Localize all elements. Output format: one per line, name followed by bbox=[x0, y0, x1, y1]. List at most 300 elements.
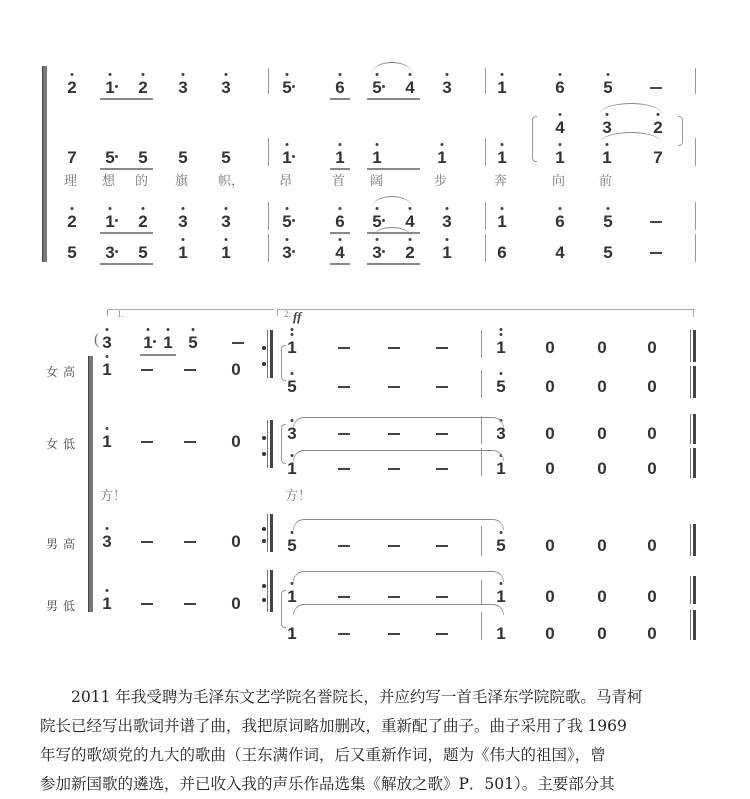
note-6: 6 bbox=[550, 212, 570, 232]
octave-dot-icon bbox=[182, 207, 185, 210]
note-3: 3 bbox=[97, 532, 117, 552]
octave-dot-icon bbox=[182, 73, 185, 76]
note-0: 0 bbox=[545, 624, 555, 643]
final-barline bbox=[690, 366, 696, 398]
divisi-bracket bbox=[281, 590, 286, 628]
note-7: 7 bbox=[67, 148, 77, 167]
octave-dot-icon bbox=[225, 238, 228, 241]
octave-dot-icon bbox=[559, 207, 562, 210]
final-barline bbox=[690, 610, 696, 640]
octave-dot-icon bbox=[106, 527, 109, 530]
octave-dot-icon bbox=[607, 73, 610, 76]
note-1: 1 bbox=[97, 432, 117, 452]
barline bbox=[481, 416, 482, 444]
note-1: 1 bbox=[173, 243, 193, 263]
note-1: 1 bbox=[287, 624, 297, 643]
octave-dot-icon bbox=[500, 372, 503, 375]
slur-arc bbox=[372, 62, 412, 73]
divisi-bracket bbox=[678, 116, 683, 146]
note-3: 3 bbox=[597, 118, 617, 138]
dash-sustain bbox=[650, 221, 662, 223]
slur-arc bbox=[600, 103, 662, 114]
octave-dot-icon bbox=[106, 427, 109, 430]
final-barline bbox=[690, 524, 696, 556]
octave-dot-icon bbox=[376, 143, 379, 146]
note-5: 5 bbox=[178, 148, 188, 167]
note-1: 1 bbox=[437, 243, 457, 263]
final-barline bbox=[690, 448, 696, 478]
augmentation-dot-icon bbox=[382, 250, 385, 253]
underline-beam bbox=[330, 263, 350, 265]
note-0: 0 bbox=[647, 338, 657, 357]
augmentation-dot-icon bbox=[292, 85, 295, 88]
underline-beam bbox=[367, 168, 420, 170]
dash-sustain bbox=[338, 468, 350, 470]
note-3: 3 bbox=[437, 212, 457, 232]
octave-dot-icon bbox=[446, 238, 449, 241]
note-1: 1 bbox=[496, 624, 506, 643]
paragraph-line-1: 2011 年我受聘为毛泽东文艺学院名誉院长，并应约写一首毛泽东学院院歌。马青柯 bbox=[40, 688, 643, 706]
note-5: 5 bbox=[603, 243, 613, 262]
note-0: 0 bbox=[597, 424, 607, 443]
note-2: 2 bbox=[62, 78, 82, 98]
augmentation-dot-icon bbox=[153, 340, 156, 343]
dash-sustain bbox=[388, 386, 400, 388]
octave-dot-icon bbox=[71, 73, 74, 76]
barline bbox=[268, 68, 269, 94]
dash-sustain bbox=[338, 545, 350, 547]
underline-beam bbox=[140, 354, 176, 356]
octave-dot-icon bbox=[225, 207, 228, 210]
octave-dot-icon bbox=[500, 328, 503, 331]
note-5: 5 bbox=[598, 212, 618, 232]
lyric-char: 的 bbox=[135, 174, 149, 189]
note-0: 0 bbox=[647, 377, 657, 396]
note-2: 2 bbox=[133, 212, 153, 232]
octave-dot-icon bbox=[182, 238, 185, 241]
augmentation-dot-icon bbox=[115, 85, 118, 88]
note-0: 0 bbox=[647, 536, 657, 555]
octave-dot-icon bbox=[106, 355, 109, 358]
tie-line bbox=[293, 450, 504, 461]
note-0: 0 bbox=[231, 532, 241, 551]
augmentation-dot-icon bbox=[382, 85, 385, 88]
dash-sustain bbox=[338, 433, 350, 435]
divisi-bracket bbox=[281, 345, 286, 381]
note-3: 3 bbox=[97, 333, 117, 353]
note-1: 1 bbox=[330, 148, 350, 168]
note-5: 5 bbox=[491, 377, 511, 397]
octave-dot-icon bbox=[71, 207, 74, 210]
octave-dot-icon bbox=[192, 328, 195, 331]
note-0: 0 bbox=[647, 424, 657, 443]
underline-beam bbox=[367, 98, 420, 100]
note-5: 5 bbox=[367, 212, 387, 232]
note-1: 1 bbox=[597, 148, 617, 168]
dash-sustain bbox=[184, 603, 196, 605]
lyric-char: 方！ bbox=[285, 489, 312, 504]
paragraph-line-3: 年写的歌颂党的九大的歌曲（王东满作词，后又重新作词，题为《伟大的祖国》，曾 bbox=[40, 746, 606, 764]
dash-sustain bbox=[388, 633, 400, 635]
note-1: 1 bbox=[432, 148, 452, 168]
lyric-char: 首 bbox=[332, 174, 346, 189]
lyric-char: 前 bbox=[599, 174, 613, 189]
octave-dot-icon bbox=[286, 143, 289, 146]
part-label: 女低 bbox=[46, 437, 81, 451]
note-6: 6 bbox=[497, 243, 507, 262]
underline-beam bbox=[330, 98, 350, 100]
note-0: 0 bbox=[597, 536, 607, 555]
repeat-dot-icon bbox=[262, 598, 266, 602]
note-3: 3 bbox=[367, 243, 387, 263]
octave-dot-icon bbox=[286, 207, 289, 210]
tie-line bbox=[293, 417, 504, 428]
barline bbox=[268, 138, 269, 166]
dash-sustain bbox=[141, 603, 153, 605]
note-1: 1 bbox=[97, 360, 117, 380]
note-5: 5 bbox=[282, 377, 302, 397]
underline-beam bbox=[100, 232, 153, 234]
note-0: 0 bbox=[545, 536, 555, 555]
octave-dot-icon bbox=[409, 73, 412, 76]
note-3: 3 bbox=[216, 78, 236, 98]
dash-sustain bbox=[650, 252, 662, 254]
augmentation-dot-icon bbox=[115, 219, 118, 222]
note-5: 5 bbox=[100, 148, 120, 168]
octave-dot-icon bbox=[446, 73, 449, 76]
note-4: 4 bbox=[400, 78, 420, 98]
lyric-char: 向 bbox=[552, 174, 566, 189]
note-0: 0 bbox=[545, 424, 555, 443]
note-6: 6 bbox=[330, 78, 350, 98]
note-1: 1 bbox=[367, 148, 387, 168]
note-1: 1 bbox=[97, 594, 117, 614]
octave-dot-icon bbox=[109, 207, 112, 210]
volta-end-hook bbox=[693, 309, 694, 317]
underline-beam bbox=[100, 263, 153, 265]
underline-beam bbox=[100, 98, 153, 100]
note-0: 0 bbox=[647, 624, 657, 643]
note-4: 4 bbox=[550, 118, 570, 138]
octave-dot-icon bbox=[147, 328, 150, 331]
note-5: 5 bbox=[277, 212, 297, 232]
note-1: 1 bbox=[158, 333, 178, 353]
octave-dot-icon bbox=[409, 238, 412, 241]
note-1: 1 bbox=[216, 243, 236, 263]
lyric-char: 阔 bbox=[370, 174, 384, 189]
octave-dot-icon bbox=[559, 143, 562, 146]
dash-sustain bbox=[184, 541, 196, 543]
barline bbox=[485, 234, 486, 262]
note-5: 5 bbox=[282, 536, 302, 556]
final-barline bbox=[267, 420, 273, 468]
lyric-char: 奔 bbox=[494, 174, 508, 189]
open-paren: ( bbox=[94, 331, 100, 348]
note-1: 1 bbox=[100, 212, 120, 232]
octave-dot-icon bbox=[291, 372, 294, 375]
barline bbox=[481, 526, 482, 556]
final-barline bbox=[267, 570, 273, 612]
octave-dot-icon bbox=[441, 143, 444, 146]
dash-sustain bbox=[436, 596, 448, 598]
note-6: 6 bbox=[330, 212, 350, 232]
barline bbox=[481, 580, 482, 604]
note-3: 3 bbox=[437, 78, 457, 98]
note-0: 0 bbox=[597, 587, 607, 606]
system-bracket bbox=[88, 356, 93, 612]
note-6: 6 bbox=[550, 78, 570, 98]
dash-sustain bbox=[338, 633, 350, 635]
slur-arc bbox=[372, 196, 412, 207]
dash-sustain bbox=[650, 87, 662, 89]
note-5: 5 bbox=[221, 148, 231, 167]
note-5: 5 bbox=[138, 148, 148, 167]
underline-beam bbox=[330, 168, 350, 170]
octave-dot-icon bbox=[501, 207, 504, 210]
system-bracket bbox=[42, 66, 47, 262]
note-0: 0 bbox=[231, 432, 241, 451]
dash-sustain bbox=[388, 545, 400, 547]
octave-dot-icon bbox=[109, 73, 112, 76]
barline bbox=[485, 202, 486, 230]
dash-sustain bbox=[232, 342, 244, 344]
augmentation-dot-icon bbox=[115, 250, 118, 253]
dash-sustain bbox=[436, 545, 448, 547]
note-3: 3 bbox=[173, 212, 193, 232]
final-barline bbox=[690, 576, 696, 604]
repeat-dot-icon bbox=[262, 346, 266, 350]
note-5: 5 bbox=[598, 78, 618, 98]
augmentation-dot-icon bbox=[292, 250, 295, 253]
dash-sustain bbox=[141, 541, 153, 543]
part-label: 男低 bbox=[46, 599, 81, 613]
dynamic-marking: ff bbox=[293, 309, 302, 324]
barline bbox=[481, 612, 482, 640]
barline bbox=[268, 202, 269, 230]
octave-dot-icon bbox=[339, 143, 342, 146]
note-5: 5 bbox=[367, 78, 387, 98]
octave-dot-icon bbox=[106, 328, 109, 331]
note-1: 1 bbox=[282, 587, 302, 607]
dash-sustain bbox=[388, 468, 400, 470]
note-3: 3 bbox=[277, 243, 297, 263]
augmentation-dot-icon bbox=[292, 219, 295, 222]
note-5: 5 bbox=[491, 536, 511, 556]
note-1: 1 bbox=[138, 333, 158, 353]
octave-dot-icon bbox=[500, 333, 503, 336]
dash-sustain bbox=[436, 386, 448, 388]
dash-sustain bbox=[388, 347, 400, 349]
dash-sustain bbox=[184, 441, 196, 443]
barline bbox=[268, 234, 269, 262]
dash-sustain bbox=[388, 596, 400, 598]
divisi-bracket bbox=[281, 424, 286, 464]
note-3: 3 bbox=[216, 212, 236, 232]
note-0: 0 bbox=[647, 459, 657, 478]
note-5: 5 bbox=[67, 243, 77, 262]
note-4: 4 bbox=[330, 243, 350, 263]
dash-sustain bbox=[388, 433, 400, 435]
octave-dot-icon bbox=[286, 238, 289, 241]
barline bbox=[695, 68, 696, 94]
volta-bracket-1 bbox=[107, 309, 274, 316]
underline-beam bbox=[100, 168, 153, 170]
barline bbox=[485, 68, 486, 94]
final-barline bbox=[267, 330, 273, 378]
octave-dot-icon bbox=[500, 531, 503, 534]
lyric-char: 理 bbox=[64, 174, 78, 189]
underline-beam bbox=[367, 263, 420, 265]
dash-sustain bbox=[436, 633, 448, 635]
octave-dot-icon bbox=[501, 143, 504, 146]
volta-label-1: 1. bbox=[117, 309, 124, 319]
note-1: 1 bbox=[282, 338, 302, 358]
note-1: 1 bbox=[491, 587, 511, 607]
paragraph-line-2: 院长已经写出歌词并谱了曲，我把原词略加删改，重新配了曲子。曲子采用了我 1969 bbox=[40, 717, 627, 735]
octave-dot-icon bbox=[376, 73, 379, 76]
octave-dot-icon bbox=[291, 333, 294, 336]
note-1: 1 bbox=[491, 459, 511, 479]
dash-sustain bbox=[436, 468, 448, 470]
octave-dot-icon bbox=[291, 419, 294, 422]
lyric-char: 旗 bbox=[175, 174, 189, 189]
part-label: 女高 bbox=[46, 365, 81, 379]
note-4: 4 bbox=[555, 243, 565, 262]
repeat-dot-icon bbox=[262, 527, 266, 531]
final-barline bbox=[690, 414, 696, 444]
volta-bracket-2 bbox=[277, 309, 695, 316]
octave-dot-icon bbox=[501, 73, 504, 76]
octave-dot-icon bbox=[106, 589, 109, 592]
note-2: 2 bbox=[62, 212, 82, 232]
part-label: 男高 bbox=[46, 537, 81, 551]
note-0: 0 bbox=[597, 624, 607, 643]
augmentation-dot-icon bbox=[292, 155, 295, 158]
octave-dot-icon bbox=[409, 207, 412, 210]
octave-dot-icon bbox=[291, 531, 294, 534]
dash-sustain bbox=[338, 347, 350, 349]
tie-line bbox=[293, 604, 504, 615]
body-paragraph bbox=[40, 683, 712, 799]
volta-label-2: 2. bbox=[284, 309, 291, 319]
dash-sustain bbox=[338, 596, 350, 598]
dash-sustain bbox=[141, 441, 153, 443]
octave-dot-icon bbox=[167, 328, 170, 331]
octave-dot-icon bbox=[559, 113, 562, 116]
octave-dot-icon bbox=[225, 73, 228, 76]
octave-dot-icon bbox=[500, 582, 503, 585]
note-3: 3 bbox=[173, 78, 193, 98]
note-1: 1 bbox=[492, 212, 512, 232]
repeat-dot-icon bbox=[262, 539, 266, 543]
note-3: 3 bbox=[282, 424, 302, 444]
octave-dot-icon bbox=[291, 328, 294, 331]
paragraph-line-4: 参加新国歌的遴选，并已收入我的声乐作品选集《解放之歌》P．501）。主要部分其 bbox=[40, 775, 615, 793]
divisi-bracket bbox=[532, 116, 537, 162]
final-barline bbox=[690, 330, 696, 362]
note-7: 7 bbox=[653, 148, 663, 167]
repeat-dot-icon bbox=[262, 436, 266, 440]
octave-dot-icon bbox=[339, 73, 342, 76]
lyric-char: 昂 bbox=[279, 174, 293, 189]
tie-line bbox=[293, 571, 504, 582]
dash-sustain bbox=[436, 433, 448, 435]
octave-dot-icon bbox=[446, 207, 449, 210]
octave-dot-icon bbox=[291, 582, 294, 585]
note-1: 1 bbox=[491, 338, 511, 358]
note-0: 0 bbox=[545, 377, 555, 396]
octave-dot-icon bbox=[376, 238, 379, 241]
tie-line bbox=[293, 519, 504, 530]
octave-dot-icon bbox=[142, 207, 145, 210]
barline bbox=[481, 370, 482, 398]
note-0: 0 bbox=[647, 587, 657, 606]
lyric-char: 想 bbox=[102, 174, 116, 189]
underline-beam bbox=[330, 232, 350, 234]
dash-sustain bbox=[141, 369, 153, 371]
note-1: 1 bbox=[282, 459, 302, 479]
repeat-dot-icon bbox=[262, 452, 266, 456]
repeat-dot-icon bbox=[262, 584, 266, 588]
barline bbox=[485, 138, 486, 166]
lyric-char: 方！ bbox=[100, 489, 127, 504]
note-5: 5 bbox=[138, 243, 148, 262]
note-0: 0 bbox=[597, 459, 607, 478]
augmentation-dot-icon bbox=[382, 219, 385, 222]
note-1: 1 bbox=[492, 148, 512, 168]
final-barline bbox=[267, 514, 273, 552]
note-1: 1 bbox=[492, 78, 512, 98]
note-0: 0 bbox=[545, 338, 555, 357]
note-1: 1 bbox=[277, 148, 297, 168]
note-1: 1 bbox=[550, 148, 570, 168]
note-0: 0 bbox=[231, 594, 241, 613]
augmentation-dot-icon bbox=[115, 155, 118, 158]
lyric-char: 步 bbox=[434, 174, 448, 189]
note-0: 0 bbox=[545, 459, 555, 478]
note-2: 2 bbox=[648, 118, 668, 138]
note-0: 0 bbox=[597, 338, 607, 357]
repeat-dot-icon bbox=[262, 362, 266, 366]
note-2: 2 bbox=[133, 78, 153, 98]
octave-dot-icon bbox=[607, 207, 610, 210]
note-5: 5 bbox=[183, 333, 203, 353]
note-1: 1 bbox=[100, 78, 120, 98]
note-0: 0 bbox=[597, 377, 607, 396]
note-4: 4 bbox=[400, 212, 420, 232]
dash-sustain bbox=[338, 386, 350, 388]
note-5: 5 bbox=[277, 78, 297, 98]
barline bbox=[481, 448, 482, 476]
note-3: 3 bbox=[100, 243, 120, 263]
dash-sustain bbox=[184, 369, 196, 371]
barline bbox=[695, 234, 696, 262]
barline bbox=[695, 138, 696, 166]
note-2: 2 bbox=[400, 243, 420, 263]
octave-dot-icon bbox=[339, 238, 342, 241]
barline bbox=[695, 202, 696, 230]
octave-dot-icon bbox=[286, 73, 289, 76]
octave-dot-icon bbox=[142, 73, 145, 76]
octave-dot-icon bbox=[559, 73, 562, 76]
barline bbox=[481, 330, 482, 358]
note-3: 3 bbox=[491, 424, 511, 444]
note-0: 0 bbox=[545, 587, 555, 606]
octave-dot-icon bbox=[376, 207, 379, 210]
octave-dot-icon bbox=[606, 143, 609, 146]
dash-sustain bbox=[436, 347, 448, 349]
octave-dot-icon bbox=[339, 207, 342, 210]
